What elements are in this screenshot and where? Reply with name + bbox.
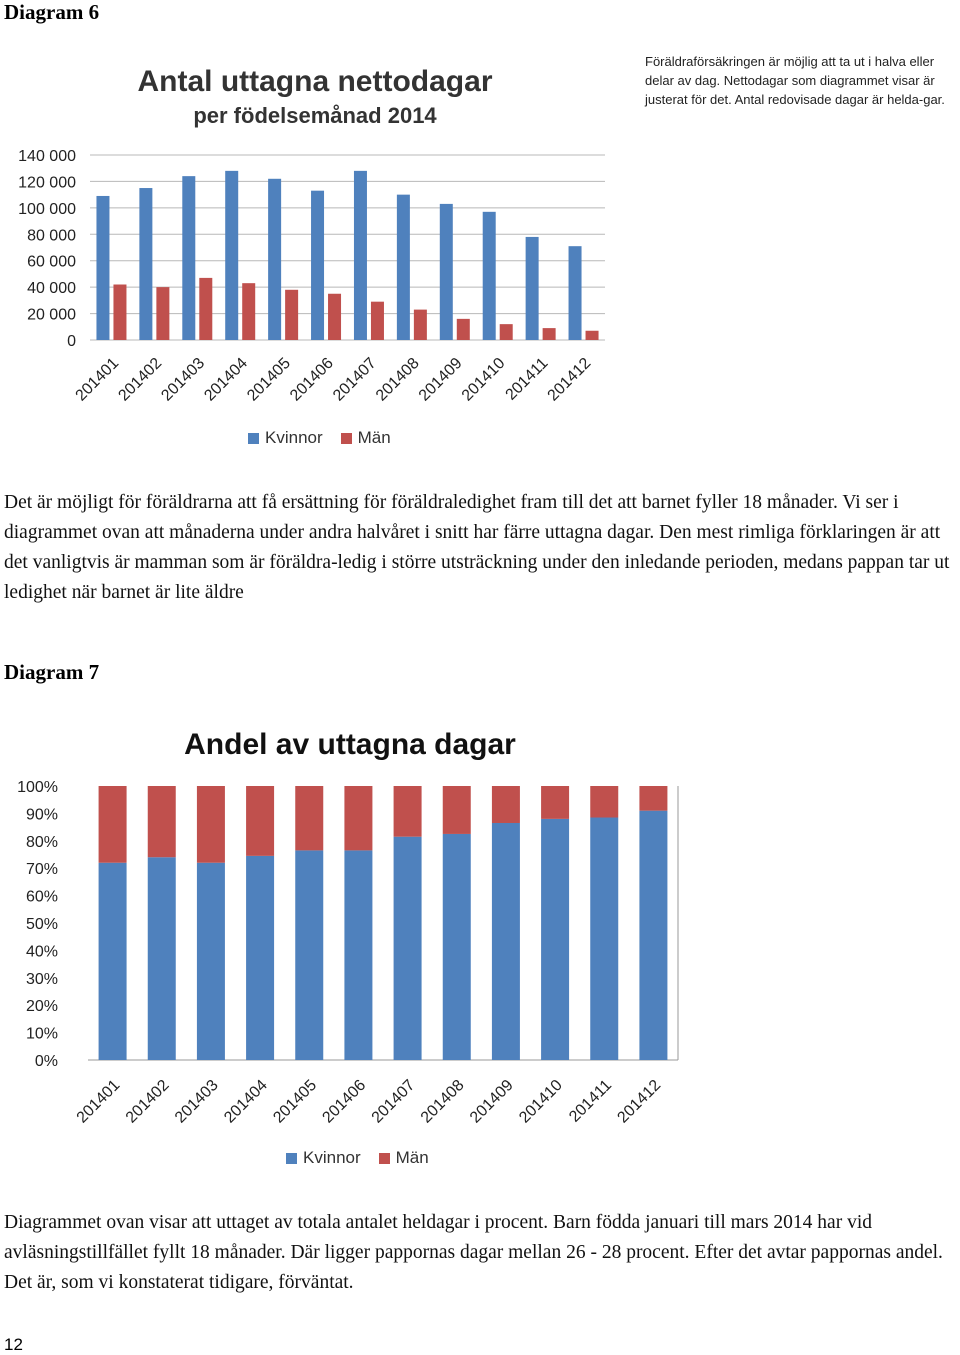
- y-tick-label: 120 000: [18, 174, 76, 192]
- bar-kvinnor-201409: [492, 823, 520, 1060]
- bar-man-201406: [328, 294, 341, 340]
- diagram-6-legend: [248, 428, 391, 448]
- bar-kvinnor-201406: [311, 191, 324, 340]
- x-tick-label: 201411: [502, 354, 552, 404]
- x-tick-label: 201410: [516, 1076, 566, 1127]
- diagram-6-note: Föräldraförsäkringen är möjlig att ta ut i halva eller delar av dag. Nettodagar som diagrammet visar är justerat för det. Antal redovisade dagar är helda-gar.: [645, 54, 945, 107]
- y-tick-label: 140 000: [18, 148, 76, 165]
- bar-man-201407: [371, 302, 384, 340]
- bar-kvinnor-201404: [225, 171, 238, 340]
- bar-man-201405: [295, 786, 323, 850]
- bar-man-201410: [500, 324, 513, 340]
- bar-kvinnor-201412: [569, 246, 582, 340]
- y-tick-label: 90%: [25, 806, 58, 824]
- bar-kvinnor-201405: [268, 179, 281, 340]
- chart6-subtitle: per födelsemånad 2014: [193, 103, 437, 128]
- x-tick-label: 201408: [372, 354, 423, 405]
- bar-kvinnor-201409: [440, 204, 453, 340]
- legend-label-kvinnor: Kvinnor: [265, 428, 323, 447]
- y-tick-label: 100%: [17, 779, 58, 796]
- bar-man-201407: [394, 786, 422, 837]
- bar-man-201408: [414, 310, 427, 340]
- bar-man-201401: [99, 786, 127, 863]
- x-tick-label: 201409: [415, 354, 466, 405]
- bar-man-201405: [285, 290, 298, 340]
- bar-man-201412: [586, 331, 599, 340]
- x-tick-label: 201402: [115, 354, 166, 405]
- bar-kvinnor-201406: [344, 850, 372, 1060]
- bar-man-201406: [344, 786, 372, 850]
- x-tick-label: 201401: [73, 1076, 124, 1127]
- legend7-swatch-kvinnor: [286, 1153, 297, 1164]
- x-tick-label: 201411: [566, 1076, 616, 1126]
- bar-kvinnor-201412: [639, 811, 667, 1060]
- bar-man-201409: [492, 786, 520, 823]
- y-tick-label: 80 000: [27, 227, 76, 245]
- bar-kvinnor-201401: [96, 196, 109, 340]
- bar-man-201408: [443, 786, 471, 834]
- chart7-title: Andel av uttagna dagar: [184, 728, 516, 761]
- x-tick-label: 201407: [368, 1076, 419, 1127]
- x-tick-label: 201408: [417, 1076, 468, 1127]
- x-tick-label: 201410: [458, 354, 509, 405]
- bar-kvinnor-201401: [99, 863, 127, 1060]
- x-tick-label: 201404: [201, 354, 252, 405]
- y-tick-label: 40 000: [27, 280, 76, 298]
- bar-kvinnor-201407: [354, 171, 367, 340]
- y-tick-label: 30%: [25, 970, 58, 988]
- y-tick-label: 0: [67, 333, 76, 350]
- bar-kvinnor-201410: [483, 212, 496, 340]
- bar-kvinnor-201410: [541, 819, 569, 1060]
- diagram-7-heading: Diagram 7: [4, 660, 100, 684]
- bar-kvinnor-201408: [397, 195, 410, 340]
- bar-kvinnor-201405: [295, 850, 323, 1060]
- x-tick-label: 201406: [319, 1076, 370, 1127]
- x-tick-label: 201406: [287, 354, 337, 405]
- bar-man-201411: [543, 328, 556, 340]
- paragraph-2: Diagrammet ovan visar att uttaget av totala antalet heldagar i procent. Barn födda januari till mars 2014 har vid avläsningstillfället fyllt 18 månader. Där ligger pappornas dagar mellan 26 - 28 procent. Efter det avtar pappornas andel. Det är, som vi konstaterat tidigare, förväntat.: [4, 1212, 943, 1293]
- y-tick-label: 50%: [25, 916, 58, 933]
- y-tick-label: 10%: [25, 1025, 58, 1043]
- bar-man-201411: [590, 786, 618, 818]
- y-tick-label: 20%: [25, 998, 58, 1016]
- legend-swatch-kvinnor: [248, 433, 259, 444]
- bar-man-201410: [541, 786, 569, 819]
- bar-man-201412: [639, 786, 667, 811]
- diagram-6-chart: [0, 55, 630, 465]
- x-tick-label: 201403: [158, 354, 209, 405]
- x-tick-label: 201405: [270, 1076, 321, 1127]
- x-tick-label: 201401: [72, 354, 123, 405]
- legend7-swatch-man: [379, 1153, 390, 1164]
- diagram-6-heading: Diagram 6: [4, 0, 100, 24]
- x-tick-label: 201412: [544, 354, 595, 405]
- y-tick-label: 60%: [25, 888, 58, 906]
- bar-kvinnor-201402: [148, 857, 176, 1060]
- bar-man-201409: [457, 319, 470, 340]
- legend7-label-kvinnor: Kvinnor: [303, 1148, 361, 1167]
- bar-kvinnor-201411: [590, 818, 618, 1060]
- y-tick-label: 20 000: [27, 306, 76, 324]
- x-tick-label: 201407: [330, 354, 380, 405]
- bar-man-201404: [246, 786, 274, 856]
- y-tick-label: 100 000: [18, 200, 76, 218]
- x-tick-label: 201402: [122, 1076, 173, 1127]
- bar-man-201402: [156, 287, 169, 340]
- diagram-7-chart: [0, 720, 700, 1140]
- legend-swatch-man: [341, 433, 352, 444]
- bar-man-201402: [148, 786, 176, 857]
- y-tick-label: 60 000: [27, 253, 76, 271]
- bar-man-201404: [242, 283, 255, 340]
- bar-kvinnor-201402: [139, 188, 152, 340]
- bar-kvinnor-201403: [182, 176, 195, 340]
- legend7-label-man: Män: [395, 1148, 429, 1167]
- legend-label-man: Män: [357, 428, 391, 447]
- chart6-title: Antal uttagna nettodagar: [137, 65, 493, 98]
- x-tick-label: 201403: [171, 1076, 222, 1127]
- paragraph-1: Det är möjligt för föräldrarna att få ersättning för föräldraledighet fram till det att barnet fyller 18 månader. Vi ser i diagrammet ovan att månaderna under andra halvåret i snitt har färre uttagna dagar. Den mest rimliga förklaringen är att det vanligtvis är mamman som är föräldra-ledig i större utsträckning under den inledande perioden, medans pappan tar ut ledighet när barnet är lite äldre: [4, 492, 950, 603]
- bar-kvinnor-201411: [526, 237, 539, 340]
- bar-man-201403: [197, 786, 225, 863]
- diagram-7-legend: [286, 1148, 429, 1168]
- x-tick-label: 201409: [466, 1076, 517, 1127]
- x-tick-label: 201405: [244, 354, 294, 405]
- page-number: 12: [4, 1335, 23, 1354]
- y-tick-label: 80%: [25, 833, 58, 851]
- y-tick-label: 70%: [25, 861, 58, 879]
- bar-kvinnor-201407: [394, 837, 422, 1060]
- bar-man-201403: [199, 278, 212, 340]
- y-tick-label: 0%: [34, 1053, 58, 1070]
- bar-kvinnor-201404: [246, 856, 274, 1060]
- bar-kvinnor-201408: [443, 834, 471, 1060]
- x-tick-label: 201404: [221, 1076, 271, 1127]
- x-tick-label: 201412: [614, 1076, 665, 1127]
- bar-kvinnor-201403: [197, 863, 225, 1060]
- bar-man-201401: [113, 285, 126, 341]
- y-tick-label: 40%: [25, 943, 58, 961]
